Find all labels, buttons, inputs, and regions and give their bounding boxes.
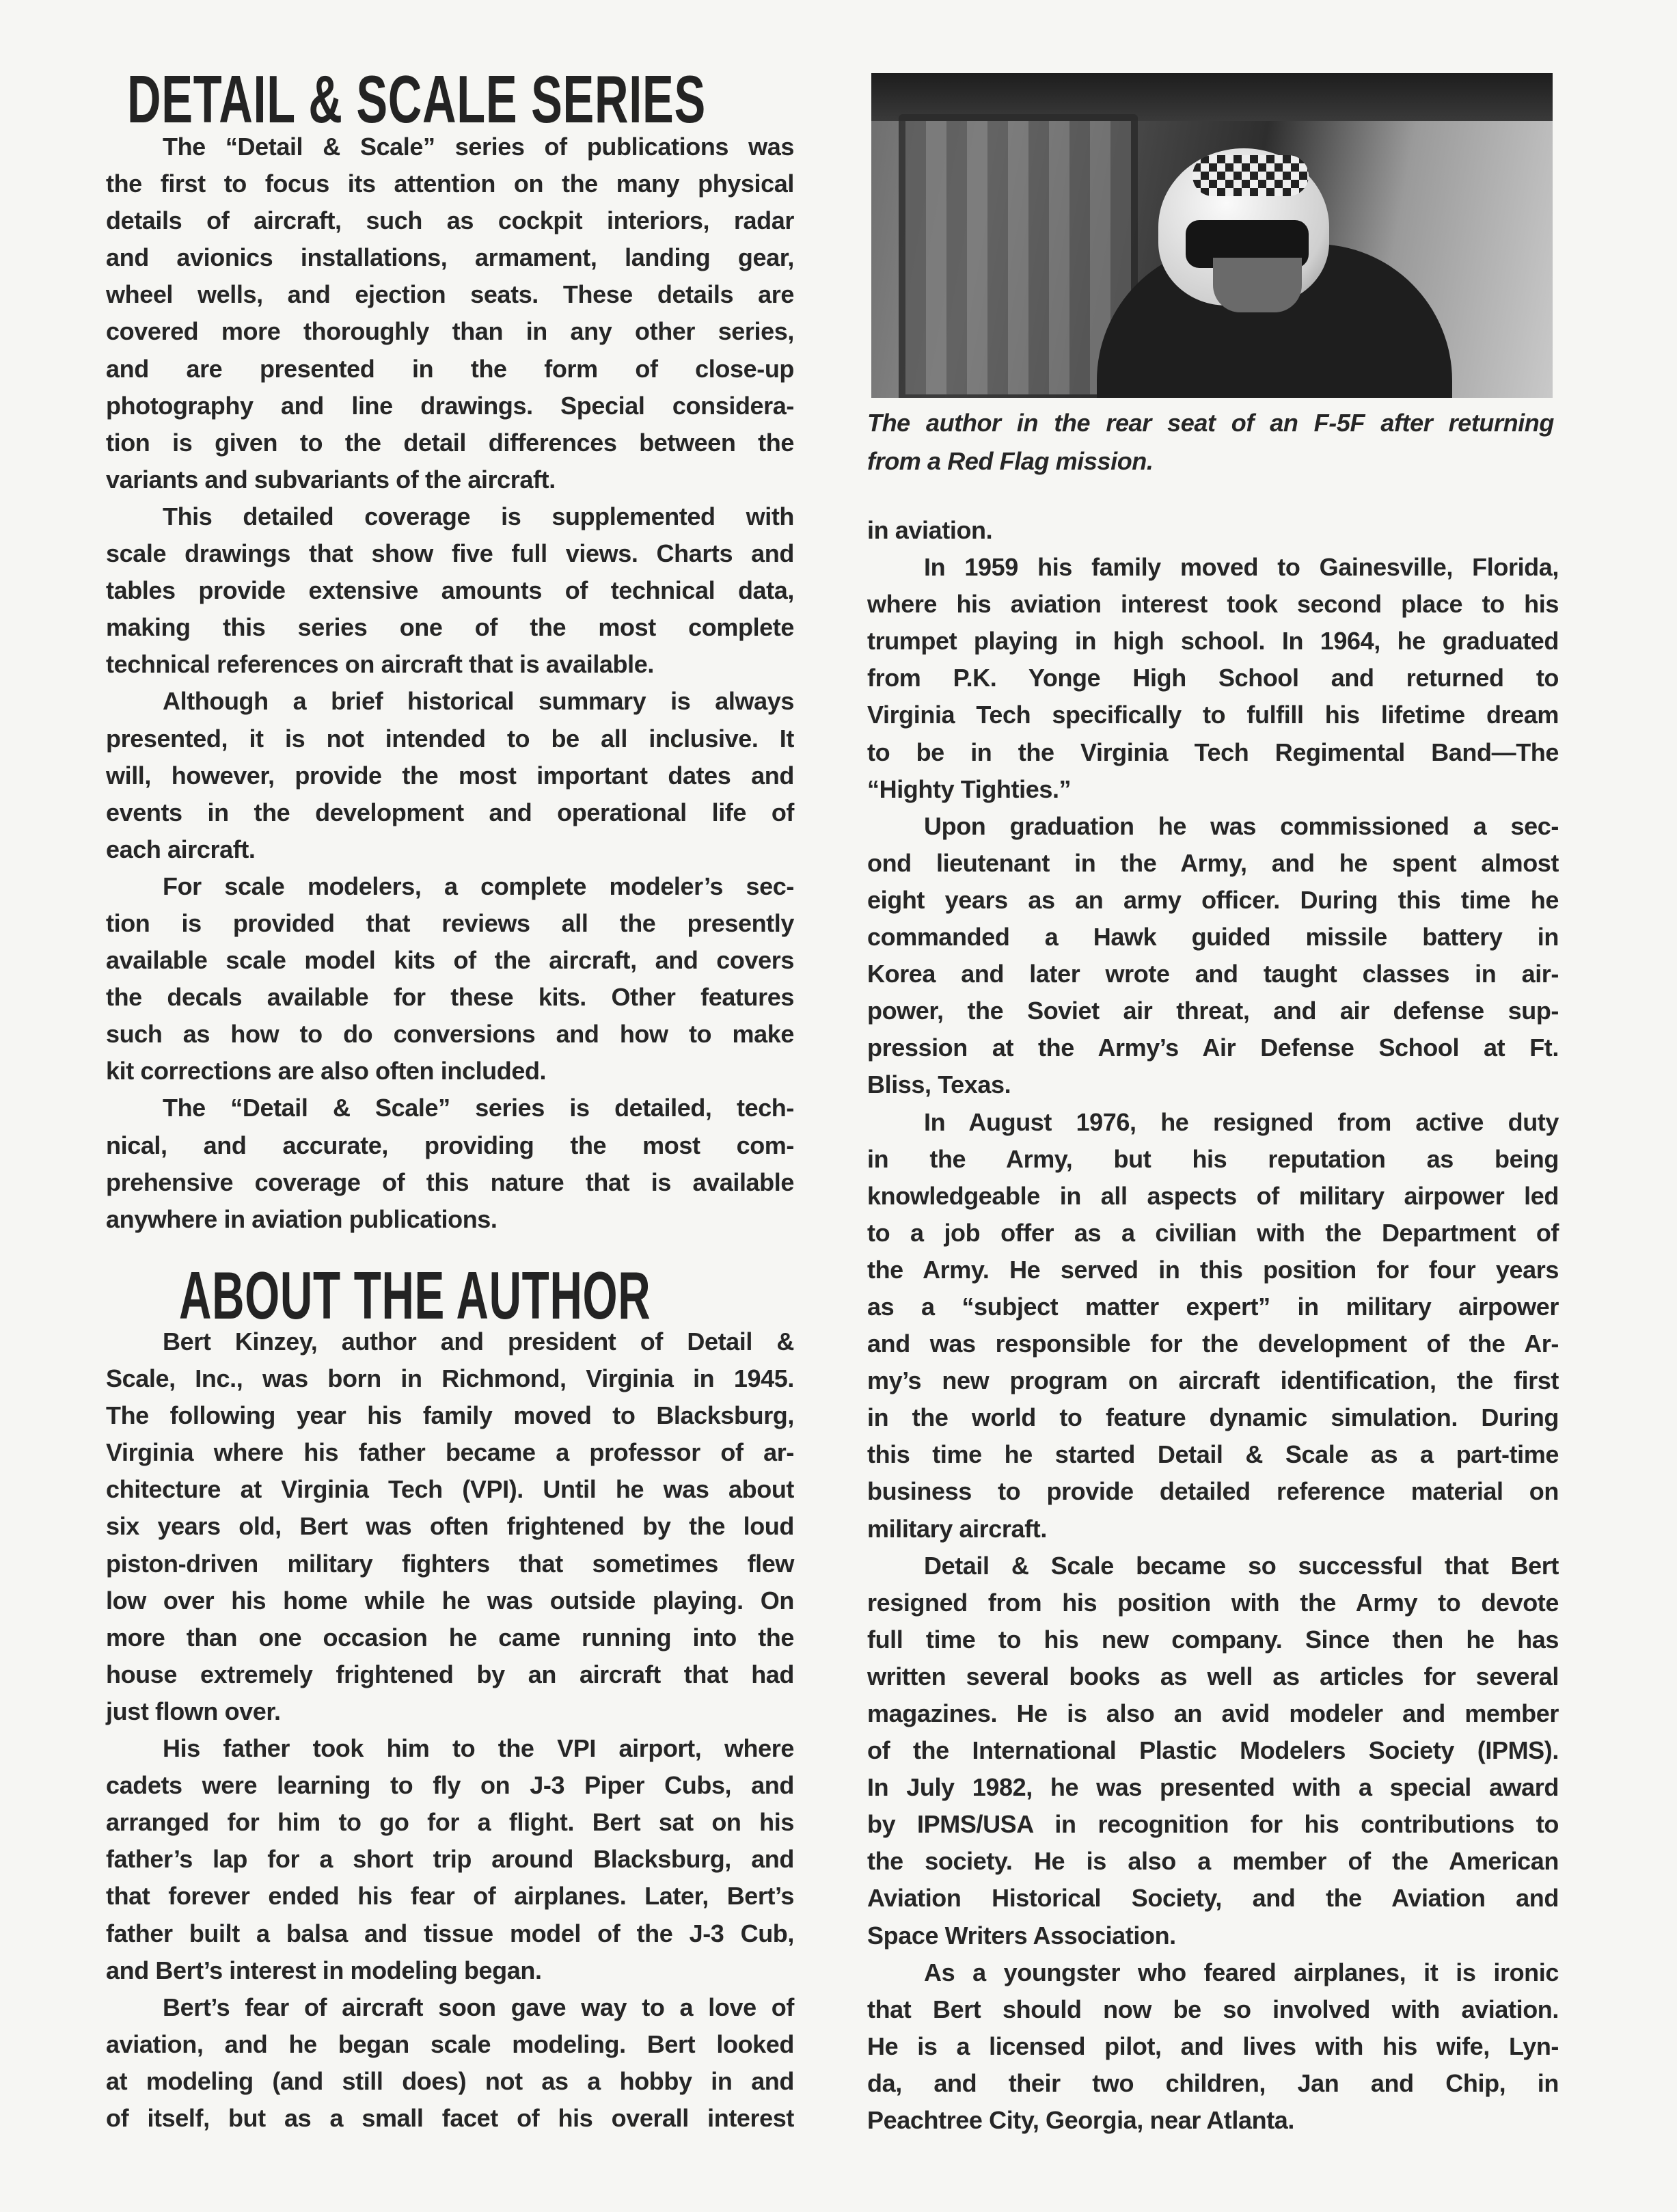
text-line-content: Bliss, Texas.: [867, 1070, 1011, 1099]
text-line: [106, 1582, 794, 1619]
text-line: [867, 1584, 1559, 1621]
text-line: [106, 1804, 794, 1841]
text-line-content: events in the development and operational life of: [106, 798, 794, 826]
text-line-content: In August 1976, he resigned from active duty: [924, 1107, 1559, 1136]
text-line: [106, 1619, 794, 1656]
text-line: [106, 1693, 794, 1730]
text-line: [106, 1090, 794, 1127]
text-line: [867, 512, 1559, 549]
text-line: [106, 572, 794, 609]
text-line: [867, 1399, 1559, 1436]
text-line-content: This detailed coverage is supplemented with: [163, 502, 794, 530]
text-line: [867, 660, 1559, 697]
text-line: [867, 1843, 1559, 1880]
text-line: [106, 868, 794, 905]
text-line: [106, 1656, 794, 1693]
photo-caption: [867, 404, 1554, 481]
text-line: [867, 1325, 1559, 1362]
text-line: [867, 1548, 1559, 1584]
text-line: [106, 720, 794, 757]
text-line-content: arranged for him to go for a flight. Bert sat on his: [106, 1808, 794, 1837]
text-line-content: trumpet playing in high school. In 1964, he graduated: [867, 627, 1559, 656]
text-line-content: in the world to feature dynamic simulation. During: [867, 1403, 1559, 1432]
text-line: [106, 2100, 794, 2137]
text-line-content: the decals available for these kits. Other features: [106, 983, 794, 1012]
text-line: [106, 1546, 794, 1582]
text-line-content: that forever ended his fear of airplanes. Later, Bert’s: [106, 1882, 794, 1911]
text-line-content: father’s lap for a short trip around Blacksburg, and: [106, 1845, 794, 1874]
text-line-content: from P.K. Yonge High School and returned to: [867, 664, 1559, 692]
text-line-content: piston-driven military fighters that sometimes flew: [106, 1549, 794, 1578]
text-line: [867, 1104, 1559, 1141]
text-line-content: and Bert’s interest in modeling began.: [106, 1956, 542, 1984]
text-line-content: He is a licensed pilot, and lives with his wife, Lyn-: [867, 2032, 1559, 2060]
text-line-content: military aircraft.: [867, 1514, 1047, 1543]
text-line: [106, 2063, 794, 2100]
text-line: [867, 919, 1559, 956]
text-line: [867, 882, 1559, 919]
text-line-content: Scale, Inc., was born in Richmond, Virginia in 1945.: [106, 1364, 794, 1393]
text-line-content: tion is given to the detail differences between the: [106, 428, 794, 457]
text-line-content: power, the Soviet air threat, and air defense sup-: [867, 997, 1559, 1025]
text-line-content: that Bert should now be so involved with aviation.: [867, 1995, 1559, 2023]
text-line: [867, 956, 1559, 993]
text-line-content: In July 1982, he was presented with a special award: [867, 1773, 1559, 1802]
text-line: [867, 586, 1559, 623]
text-line: [867, 1066, 1559, 1103]
text-line: [867, 1436, 1559, 1473]
text-line: [106, 1016, 794, 1053]
text-line-content: tables provide extensive amounts of technical data,: [106, 576, 794, 605]
text-line-content: of itself, but as a small facet of his overall interest: [106, 2103, 794, 2132]
text-line-content: resigned from his position with the Army to devote: [867, 1588, 1559, 1617]
text-line: [106, 1730, 794, 1767]
text-line-content: cadets were learning to fly on J-3 Piper Cubs, and: [106, 1771, 794, 1800]
text-line: [106, 239, 794, 276]
text-line: [106, 129, 794, 165]
text-line-content: will, however, provide the most important dates and: [106, 761, 794, 790]
text-line: [867, 1511, 1559, 1548]
text-line: [867, 1473, 1559, 1510]
text-line-content: The following year his family moved to Blacksburg,: [106, 1401, 794, 1430]
text-line-content: in aviation.: [867, 516, 993, 544]
text-line-content: Space Writers Association.: [867, 1921, 1176, 1950]
text-line-content: The “Detail & Scale” series is detailed, tech-: [163, 1094, 794, 1122]
text-line-content: scale drawings that show five full views. Charts and: [106, 539, 794, 568]
text-line: [106, 1397, 794, 1434]
caption-line: [867, 404, 1554, 442]
text-line: [867, 1769, 1559, 1806]
text-line-content: variants and subvariants of the aircraft.: [106, 465, 556, 494]
text-line-content: six years old, Bert was often frightened by the loud: [106, 1512, 794, 1541]
text-line-content: the first to focus its attention on the many physical: [106, 170, 794, 198]
text-line-content: just flown over.: [106, 1697, 281, 1725]
text-line-content: to a job offer as a civilian with the Department of: [867, 1218, 1559, 1247]
text-line-content: covered more thoroughly than in any other series,: [106, 317, 794, 346]
text-line: [867, 1658, 1559, 1695]
text-line: [106, 461, 794, 498]
text-line-content: and avionics installations, armament, landing gear,: [106, 243, 794, 272]
caption-line: [867, 442, 1554, 481]
text-line: [106, 794, 794, 831]
text-line: [867, 623, 1559, 660]
text-line: [867, 697, 1559, 733]
text-line: [867, 1806, 1559, 1843]
text-line-content: Bert’s fear of aircraft soon gave way to a love of: [163, 1993, 794, 2021]
text-line-content: and was responsible for the development of the Ar-: [867, 1330, 1559, 1358]
text-line: [106, 1360, 794, 1397]
text-line: [867, 1732, 1559, 1769]
text-line: [106, 646, 794, 683]
text-line: [106, 313, 794, 350]
text-line-content: my’s new program on aircraft identification, the first: [867, 1366, 1559, 1395]
text-line-content: Bert Kinzey, author and president of Detail &: [163, 1327, 794, 1355]
text-line-content: For scale modelers, a complete modeler’s sec-: [163, 872, 794, 900]
text-line: [867, 1029, 1559, 1066]
text-line: [867, 1141, 1559, 1178]
text-line: [106, 1767, 794, 1804]
text-line: [106, 905, 794, 942]
text-line: [867, 771, 1559, 808]
text-line-content: The “Detail & Scale” series of publications was: [163, 133, 794, 161]
text-line: [867, 1991, 1559, 2028]
text-line-content: and are presented in the form of close-up: [106, 354, 794, 383]
text-line-content: Upon graduation he was commissioned a sec-: [924, 811, 1559, 840]
text-line-content: father built a balsa and tissue model of the J-3 Cub,: [106, 1919, 794, 1947]
text-line-content: tion is provided that reviews all the presently: [106, 908, 794, 937]
text-line-content: where his aviation interest took second place to his: [867, 590, 1559, 619]
text-line: [106, 757, 794, 794]
text-line: [867, 1954, 1559, 1991]
author-text-column-left: [106, 1323, 794, 2137]
text-line: [867, 1362, 1559, 1399]
text-line: [867, 1695, 1559, 1732]
text-line: [106, 498, 794, 535]
text-line-content: by IPMS/USA in recognition for his contributions to: [867, 1810, 1559, 1839]
text-line: [867, 1252, 1559, 1289]
text-line: [106, 1989, 794, 2026]
text-line: [106, 831, 794, 868]
text-line: [106, 683, 794, 720]
text-line: [106, 1508, 794, 1545]
text-line-content: presented, it is not intended to be all inclusive. It: [106, 724, 794, 753]
text-line: [867, 808, 1559, 845]
text-line: [106, 979, 794, 1016]
text-line-content: business to provide detailed reference material on: [867, 1477, 1559, 1506]
text-line-content: aviation, and he began scale modeling. Bert looked: [106, 2029, 794, 2058]
text-line: [106, 1952, 794, 1989]
text-line-content: house extremely frightened by an aircraft that had: [106, 1660, 794, 1688]
author-text-column-right: [867, 512, 1559, 2139]
text-line: [106, 424, 794, 461]
text-line: [106, 1471, 794, 1508]
text-line-content: da, and their two children, Jan and Chip, in: [867, 2068, 1559, 2097]
text-line-content: of the International Plastic Modelers Society (IPMS).: [867, 1736, 1559, 1765]
caption-line-content: from a Red Flag mission.: [867, 447, 1154, 475]
text-line-content: Virginia Tech specifically to fulfill his lifetime dream: [867, 701, 1559, 729]
text-line-content: knowledgeable in all aspects of military airpower led: [867, 1181, 1559, 1210]
author-cockpit-photo: [871, 73, 1553, 398]
series-text-column: [106, 129, 794, 1238]
text-line: [106, 388, 794, 424]
section-heading-detail-scale-series: DETAIL & SCALE SERIES: [127, 62, 706, 137]
text-line: [106, 165, 794, 202]
text-line: [867, 2028, 1559, 2065]
text-line-content: making this series one of the most complete: [106, 613, 794, 642]
text-line-content: as a “subject matter expert” in military airpower: [867, 1292, 1559, 1321]
text-line: [867, 1289, 1559, 1325]
section-heading-about-the-author: ABOUT THE AUTHOR: [179, 1258, 651, 1333]
text-line-content: written several books as well as articles for several: [867, 1662, 1559, 1690]
text-line: [106, 1915, 794, 1952]
text-line-content: Detail & Scale became so successful that Bert: [924, 1551, 1559, 1580]
text-line-content: eight years as an army officer. During this time he: [867, 885, 1559, 914]
text-line-content: Korea and later wrote and taught classes in air-: [867, 960, 1559, 988]
text-line-content: this time he started Detail & Scale as a part-time: [867, 1440, 1559, 1469]
text-line: [867, 993, 1559, 1029]
text-line: [867, 1880, 1559, 1917]
text-line-content: In 1959 his family moved to Gainesville, Florida,: [924, 553, 1559, 582]
text-line: [106, 1164, 794, 1201]
text-line-content: Although a brief historical summary is always: [163, 687, 794, 716]
text-line: [106, 609, 794, 646]
text-line-content: magazines. He is also an avid modeler and member: [867, 1699, 1559, 1727]
text-line-content: Aviation Historical Society, and the Aviation and: [867, 1884, 1559, 1913]
text-line: [106, 202, 794, 239]
text-line: [106, 942, 794, 979]
text-line-content: the Army. He served in this position for four years: [867, 1255, 1559, 1284]
text-line-content: chitecture at Virginia Tech (VPI). Until he was about: [106, 1475, 794, 1504]
text-line: [106, 1053, 794, 1090]
text-line-content: at modeling (and still does) not as a hobby in and: [106, 2066, 794, 2095]
text-line: [106, 2026, 794, 2063]
text-line: [867, 1215, 1559, 1252]
text-line-content: in the Army, but his reputation as being: [867, 1144, 1559, 1173]
text-line-content: Peachtree City, Georgia, near Atlanta.: [867, 2106, 1295, 2135]
text-line: [867, 2065, 1559, 2102]
text-line: [106, 535, 794, 572]
text-line: [867, 1178, 1559, 1215]
text-line-content: each aircraft.: [106, 835, 256, 863]
text-line-content: wheel wells, and ejection seats. These details are: [106, 280, 794, 309]
text-line-content: anywhere in aviation publications.: [106, 1204, 497, 1233]
text-line-content: prehensive coverage of this nature that is available: [106, 1168, 794, 1196]
text-line: [106, 351, 794, 388]
text-line: [867, 1621, 1559, 1658]
text-line-content: to be in the Virginia Tech Regimental Band—The: [867, 738, 1559, 766]
text-line-content: Virginia where his father became a professor of ar-: [106, 1438, 794, 1467]
text-line: [867, 734, 1559, 771]
caption-line-content: The author in the rear seat of an F-5F after returning: [867, 409, 1554, 437]
text-line: [106, 1878, 794, 1915]
text-line-content: “Highty Tighties.”: [867, 774, 1072, 803]
text-line: [867, 2102, 1559, 2139]
text-line: [867, 1917, 1559, 1954]
text-line: [106, 1323, 794, 1360]
text-line-content: the society. He is also a member of the American: [867, 1847, 1559, 1876]
text-line-content: available scale model kits of the aircraft, and covers: [106, 946, 794, 975]
text-line-content: full time to his new company. Since then he has: [867, 1625, 1559, 1654]
text-line-content: details of aircraft, such as cockpit interiors, radar: [106, 206, 794, 235]
text-line: [106, 1434, 794, 1471]
text-line-content: more than one occasion he came running into the: [106, 1623, 794, 1651]
text-line-content: low over his home while he was outside playing. On: [106, 1586, 794, 1615]
text-line-content: commanded a Hawk guided missile battery in: [867, 923, 1559, 952]
text-line-content: photography and line drawings. Special considera-: [106, 391, 794, 420]
text-line: [106, 276, 794, 313]
text-line: [867, 845, 1559, 882]
text-line-content: As a youngster who feared airplanes, it is ironic: [924, 1958, 1559, 1986]
text-line: [106, 1127, 794, 1164]
text-line-content: His father took him to the VPI airport, where: [163, 1734, 794, 1763]
text-line-content: nical, and accurate, providing the most com-: [106, 1131, 794, 1159]
text-line: [106, 1201, 794, 1238]
text-line-content: kit corrections are also often included.: [106, 1057, 547, 1085]
text-line-content: technical references on aircraft that is available.: [106, 650, 654, 679]
text-line: [867, 549, 1559, 586]
text-line-content: such as how to do conversions and how to make: [106, 1020, 794, 1049]
text-line: [106, 1841, 794, 1878]
text-line-content: pression at the Army’s Air Defense School at Ft.: [867, 1034, 1559, 1062]
text-line-content: ond lieutenant in the Army, and he spent almost: [867, 848, 1559, 877]
